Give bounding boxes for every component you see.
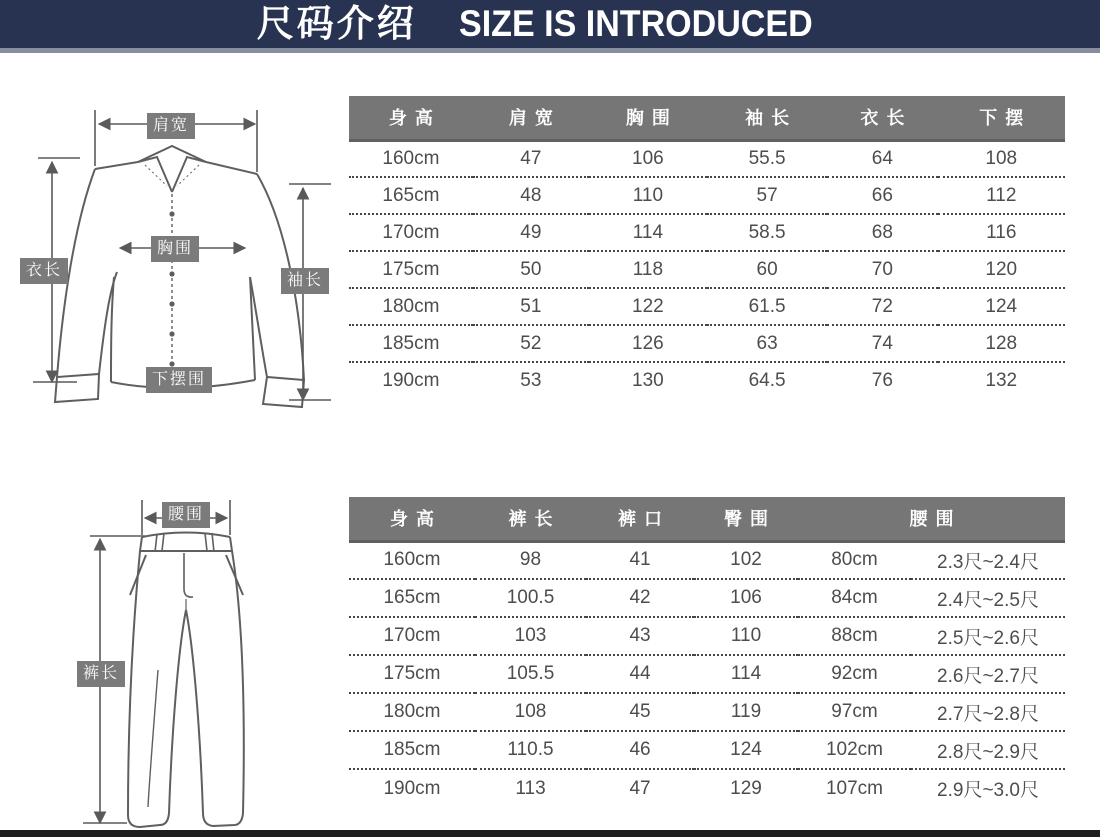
- table-cell: 128: [985, 332, 1018, 354]
- shirt-chest-label: 胸围: [151, 236, 199, 262]
- table-cell: 116: [986, 221, 1017, 243]
- pants-waist-label: 腰围: [162, 502, 210, 528]
- table-row: [349, 251, 1065, 288]
- pants-length-label: 裤长: [77, 661, 125, 687]
- title-bar: [0, 0, 1100, 48]
- bottom-bar: [0, 830, 1100, 837]
- table-cell: 97cm: [831, 701, 878, 722]
- table-cell: 50: [520, 258, 542, 280]
- table-cell: 2.6尺~2.7尺: [937, 665, 1039, 687]
- table-cell: 66: [871, 184, 893, 206]
- table-cell: 160cm: [382, 147, 440, 169]
- table-cell: 185cm: [382, 332, 440, 354]
- pants-outline-svg: [45, 475, 350, 830]
- pants-outline: [128, 533, 244, 828]
- table-cell: 2.4尺~2.5尺: [937, 589, 1039, 611]
- table-cell: 45: [629, 701, 651, 722]
- table-cell: 49: [520, 221, 542, 243]
- table-cell: 76: [871, 370, 893, 391]
- table-cell: 126: [632, 332, 664, 354]
- table-cell: 72: [871, 295, 893, 317]
- table-cell: 180cm: [382, 295, 440, 317]
- col-header-height: 身高: [349, 96, 473, 140]
- table-cell: 110: [632, 184, 664, 206]
- shirt-length-label: 衣长: [20, 258, 68, 284]
- table-cell: 129: [730, 777, 762, 799]
- table-cell: 43: [629, 625, 651, 646]
- table-cell: 160cm: [383, 549, 441, 571]
- table-cell: 53: [520, 370, 542, 391]
- table-cell: 132: [985, 370, 1018, 391]
- table-cell: 110.5: [507, 739, 554, 760]
- shirt-hem-label: 下摆围: [146, 367, 212, 393]
- table-cell: 42: [629, 587, 651, 608]
- table-row: [349, 655, 1065, 693]
- table-cell: 68: [871, 221, 893, 243]
- table-cell: 105.5: [506, 663, 555, 684]
- table-cell: 100.5: [506, 587, 555, 608]
- table-cell: 130: [632, 370, 664, 391]
- table-cell: 58.5: [748, 221, 786, 243]
- col-header-leg-opening: 裤口: [586, 497, 694, 541]
- table-row: [349, 214, 1065, 251]
- table-cell: 46: [629, 739, 651, 760]
- col-header-waist: 腰围: [798, 497, 1065, 541]
- shirt-diagram: [5, 62, 340, 440]
- table-cell: 185cm: [383, 739, 441, 760]
- shirt-shoulder-width-label: 肩宽: [147, 113, 195, 139]
- col-header-hem: 下摆: [938, 96, 1066, 140]
- table-row: [349, 177, 1065, 214]
- table-cell: 170cm: [382, 221, 440, 243]
- table-cell: 74: [871, 332, 893, 354]
- table-cell: 106: [730, 587, 762, 608]
- table-cell: 47: [629, 777, 651, 799]
- pants-diagram: [45, 475, 350, 830]
- page-title-en: SIZE IS INTRODUCED: [458, 3, 813, 44]
- table-cell: 107cm: [825, 777, 883, 799]
- table-cell: 170cm: [383, 625, 441, 646]
- page-title-zh: 尺码介绍: [256, 3, 417, 44]
- table-cell: 103: [514, 625, 547, 646]
- table-cell: 122: [632, 295, 664, 317]
- table-cell: 61.5: [748, 295, 786, 317]
- table-row: [349, 288, 1065, 325]
- table-cell: 114: [632, 221, 664, 243]
- table-cell: 48: [520, 184, 542, 206]
- table-cell: 70: [871, 258, 893, 280]
- table-cell: 108: [985, 147, 1018, 169]
- col-header-height: 身高: [349, 497, 475, 541]
- table-row: [349, 769, 1065, 807]
- shirt-table-header-row: [349, 96, 1065, 140]
- table-cell: 44: [629, 663, 651, 684]
- table-cell: 165cm: [383, 587, 441, 608]
- table-cell: 52: [520, 332, 542, 354]
- table-row: [349, 140, 1065, 177]
- table-cell: 113: [515, 777, 546, 799]
- table-cell: 64.5: [748, 370, 786, 391]
- table-cell: 102: [730, 549, 762, 571]
- table-cell: 190cm: [382, 370, 440, 391]
- table-cell: 180cm: [383, 701, 441, 722]
- table-cell: 2.8尺~2.9尺: [937, 741, 1039, 763]
- table-row: [349, 693, 1065, 731]
- col-header-length: 衣长: [827, 96, 937, 140]
- table-cell: 2.5尺~2.6尺: [937, 627, 1039, 649]
- table-cell: 110: [730, 625, 762, 646]
- table-cell: 51: [520, 295, 542, 317]
- table-cell: 92cm: [831, 663, 878, 684]
- shirt-size-table: [349, 96, 1065, 399]
- table-cell: 112: [986, 184, 1017, 206]
- table-cell: 88cm: [831, 625, 878, 646]
- table-cell: 124: [985, 295, 1018, 317]
- table-cell: 63: [756, 332, 778, 354]
- table-cell: 175cm: [382, 258, 440, 280]
- table-row: [349, 731, 1065, 769]
- table-cell: 98: [519, 549, 542, 571]
- col-header-pants-length: 裤长: [475, 497, 586, 541]
- table-cell: 175cm: [383, 663, 441, 684]
- table-cell: 60: [756, 258, 778, 280]
- table-cell: 80cm: [831, 549, 878, 571]
- shirt-sleeve-length-label: 袖长: [281, 268, 329, 294]
- table-cell: 114: [730, 663, 762, 684]
- table-cell: 106: [632, 147, 664, 169]
- table-cell: 55.5: [748, 147, 786, 169]
- table-cell: 64: [871, 147, 893, 169]
- table-cell: 47: [520, 147, 542, 169]
- table-row: [349, 541, 1065, 579]
- table-cell: 2.3尺~2.4尺: [937, 551, 1039, 573]
- table-row: [349, 617, 1065, 655]
- title-bar-divider: [0, 48, 1100, 53]
- table-cell: 57: [756, 184, 778, 206]
- table-row: [349, 362, 1065, 399]
- table-cell: 124: [730, 739, 762, 760]
- table-cell: 190cm: [383, 777, 441, 799]
- table-cell: 165cm: [382, 184, 440, 206]
- table-cell: 41: [629, 549, 651, 571]
- table-row: [349, 325, 1065, 362]
- col-header-hip: 臀围: [694, 497, 798, 541]
- table-cell: 84cm: [831, 587, 878, 608]
- table-row: [349, 579, 1065, 617]
- table-cell: 102cm: [825, 739, 883, 760]
- table-cell: 108: [514, 701, 547, 722]
- table-cell: 2.7尺~2.8尺: [937, 703, 1039, 725]
- table-cell: 2.9尺~3.0尺: [937, 780, 1039, 801]
- col-header-sleeve: 袖长: [707, 96, 827, 140]
- table-cell: 120: [985, 258, 1018, 280]
- table-cell: 118: [632, 258, 664, 280]
- table-cell: 119: [730, 701, 762, 722]
- col-header-shoulder: 肩宽: [473, 96, 589, 140]
- col-header-chest: 胸围: [589, 96, 707, 140]
- pants-size-table: [349, 497, 1065, 807]
- pants-table-header-row: [349, 497, 1065, 541]
